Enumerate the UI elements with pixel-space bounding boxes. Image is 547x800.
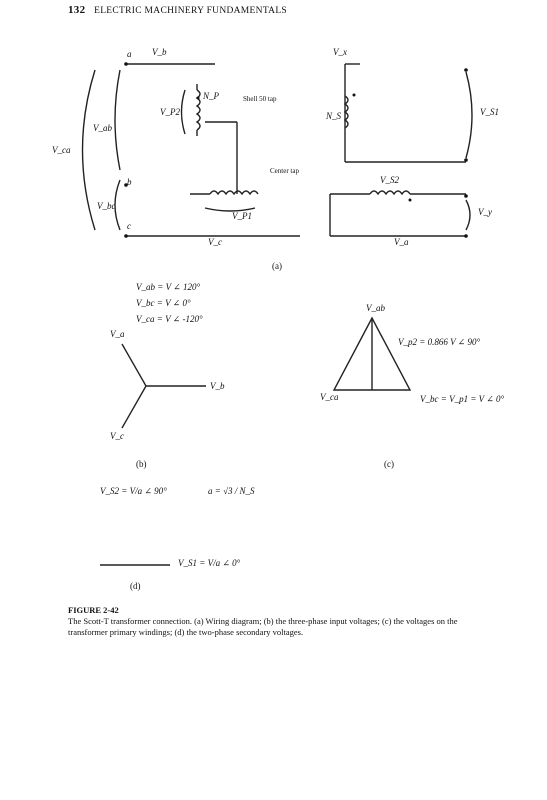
figure-number: FIGURE 2-42 [68,605,119,615]
bracket-vca [83,70,96,230]
label-ns2: N_S [326,111,342,121]
label-fig-c: (c) [384,459,394,469]
label-tri-right: V_bc = V_p1 = V ∠ 0° [420,394,505,404]
label-fig-a: (a) [272,261,282,271]
label-vs1: V_S1 [480,107,499,117]
label-node-a: a [127,49,132,59]
eq-vca: V_ca = V ∠ -120° [136,314,203,324]
label-node-b: b [127,177,132,187]
label-vp1: V_P1 [232,211,252,221]
page-number: 132 [68,4,86,16]
label-node-c: c [127,221,131,231]
label-phasor-bc: V_b [210,381,225,391]
label-phasor-ab: V_a [110,329,125,339]
eq-vs2: V_S2 = V/a ∠ 90° [100,486,167,496]
eq-vbc: V_bc = V ∠ 0° [136,298,191,308]
label-vp2: V_P2 [160,107,180,117]
label-vs2: V_S2 [380,175,399,185]
bracket-vy [466,200,470,230]
eq-vs1: V_S1 = V/a ∠ 0° [178,558,241,568]
bracket-vab [115,70,120,170]
label-fig-b: (b) [136,459,147,469]
figure-caption [68,605,488,638]
label-vc: V_c [208,237,222,247]
winding-p1 [210,191,258,194]
running-title: ELECTRIC MACHINERY FUNDAMENTALS [94,6,288,16]
caption-text: The Scott-T transformer connection. (a) Wiring diagram; (b) the three-phase input voltages; (c) the voltages on the transformer primary windings; (d) the two-phase secondary voltages. [68,616,458,637]
label-phasor-ca: V_c [110,431,124,441]
bracket-vbc [115,180,120,230]
label-tri-mid: V_p2 = 0.866 V ∠ 90° [398,337,481,347]
label-vab: V_ab [93,123,112,133]
label-vy: V_y [478,207,492,217]
label-tap-center: Center tap [270,167,299,175]
label-tap-mid: Shell 50 tap [243,95,277,103]
label-fig-d: (d) [130,581,141,591]
phasor-ab [122,344,146,386]
label-vca: V_ca [52,145,71,155]
bracket-vp2 [182,90,186,134]
label-np: N_P [203,91,220,101]
eq-a: a = √3 / N_S [208,486,255,496]
label-vx: V_x [333,47,347,57]
label-tri-left: V_ca [320,392,339,402]
label-vbc: V_bc [97,201,116,211]
winding-p2 [197,90,200,130]
label-tri-top: V_ab [366,303,385,313]
phasor-ca [122,386,146,428]
label-va: V_b [152,47,167,57]
bracket-vs1 [466,72,472,158]
label-va-right: V_a [394,237,409,247]
eq-vab: V_ab = V ∠ 120° [136,282,201,292]
winding-s1 [370,191,410,194]
